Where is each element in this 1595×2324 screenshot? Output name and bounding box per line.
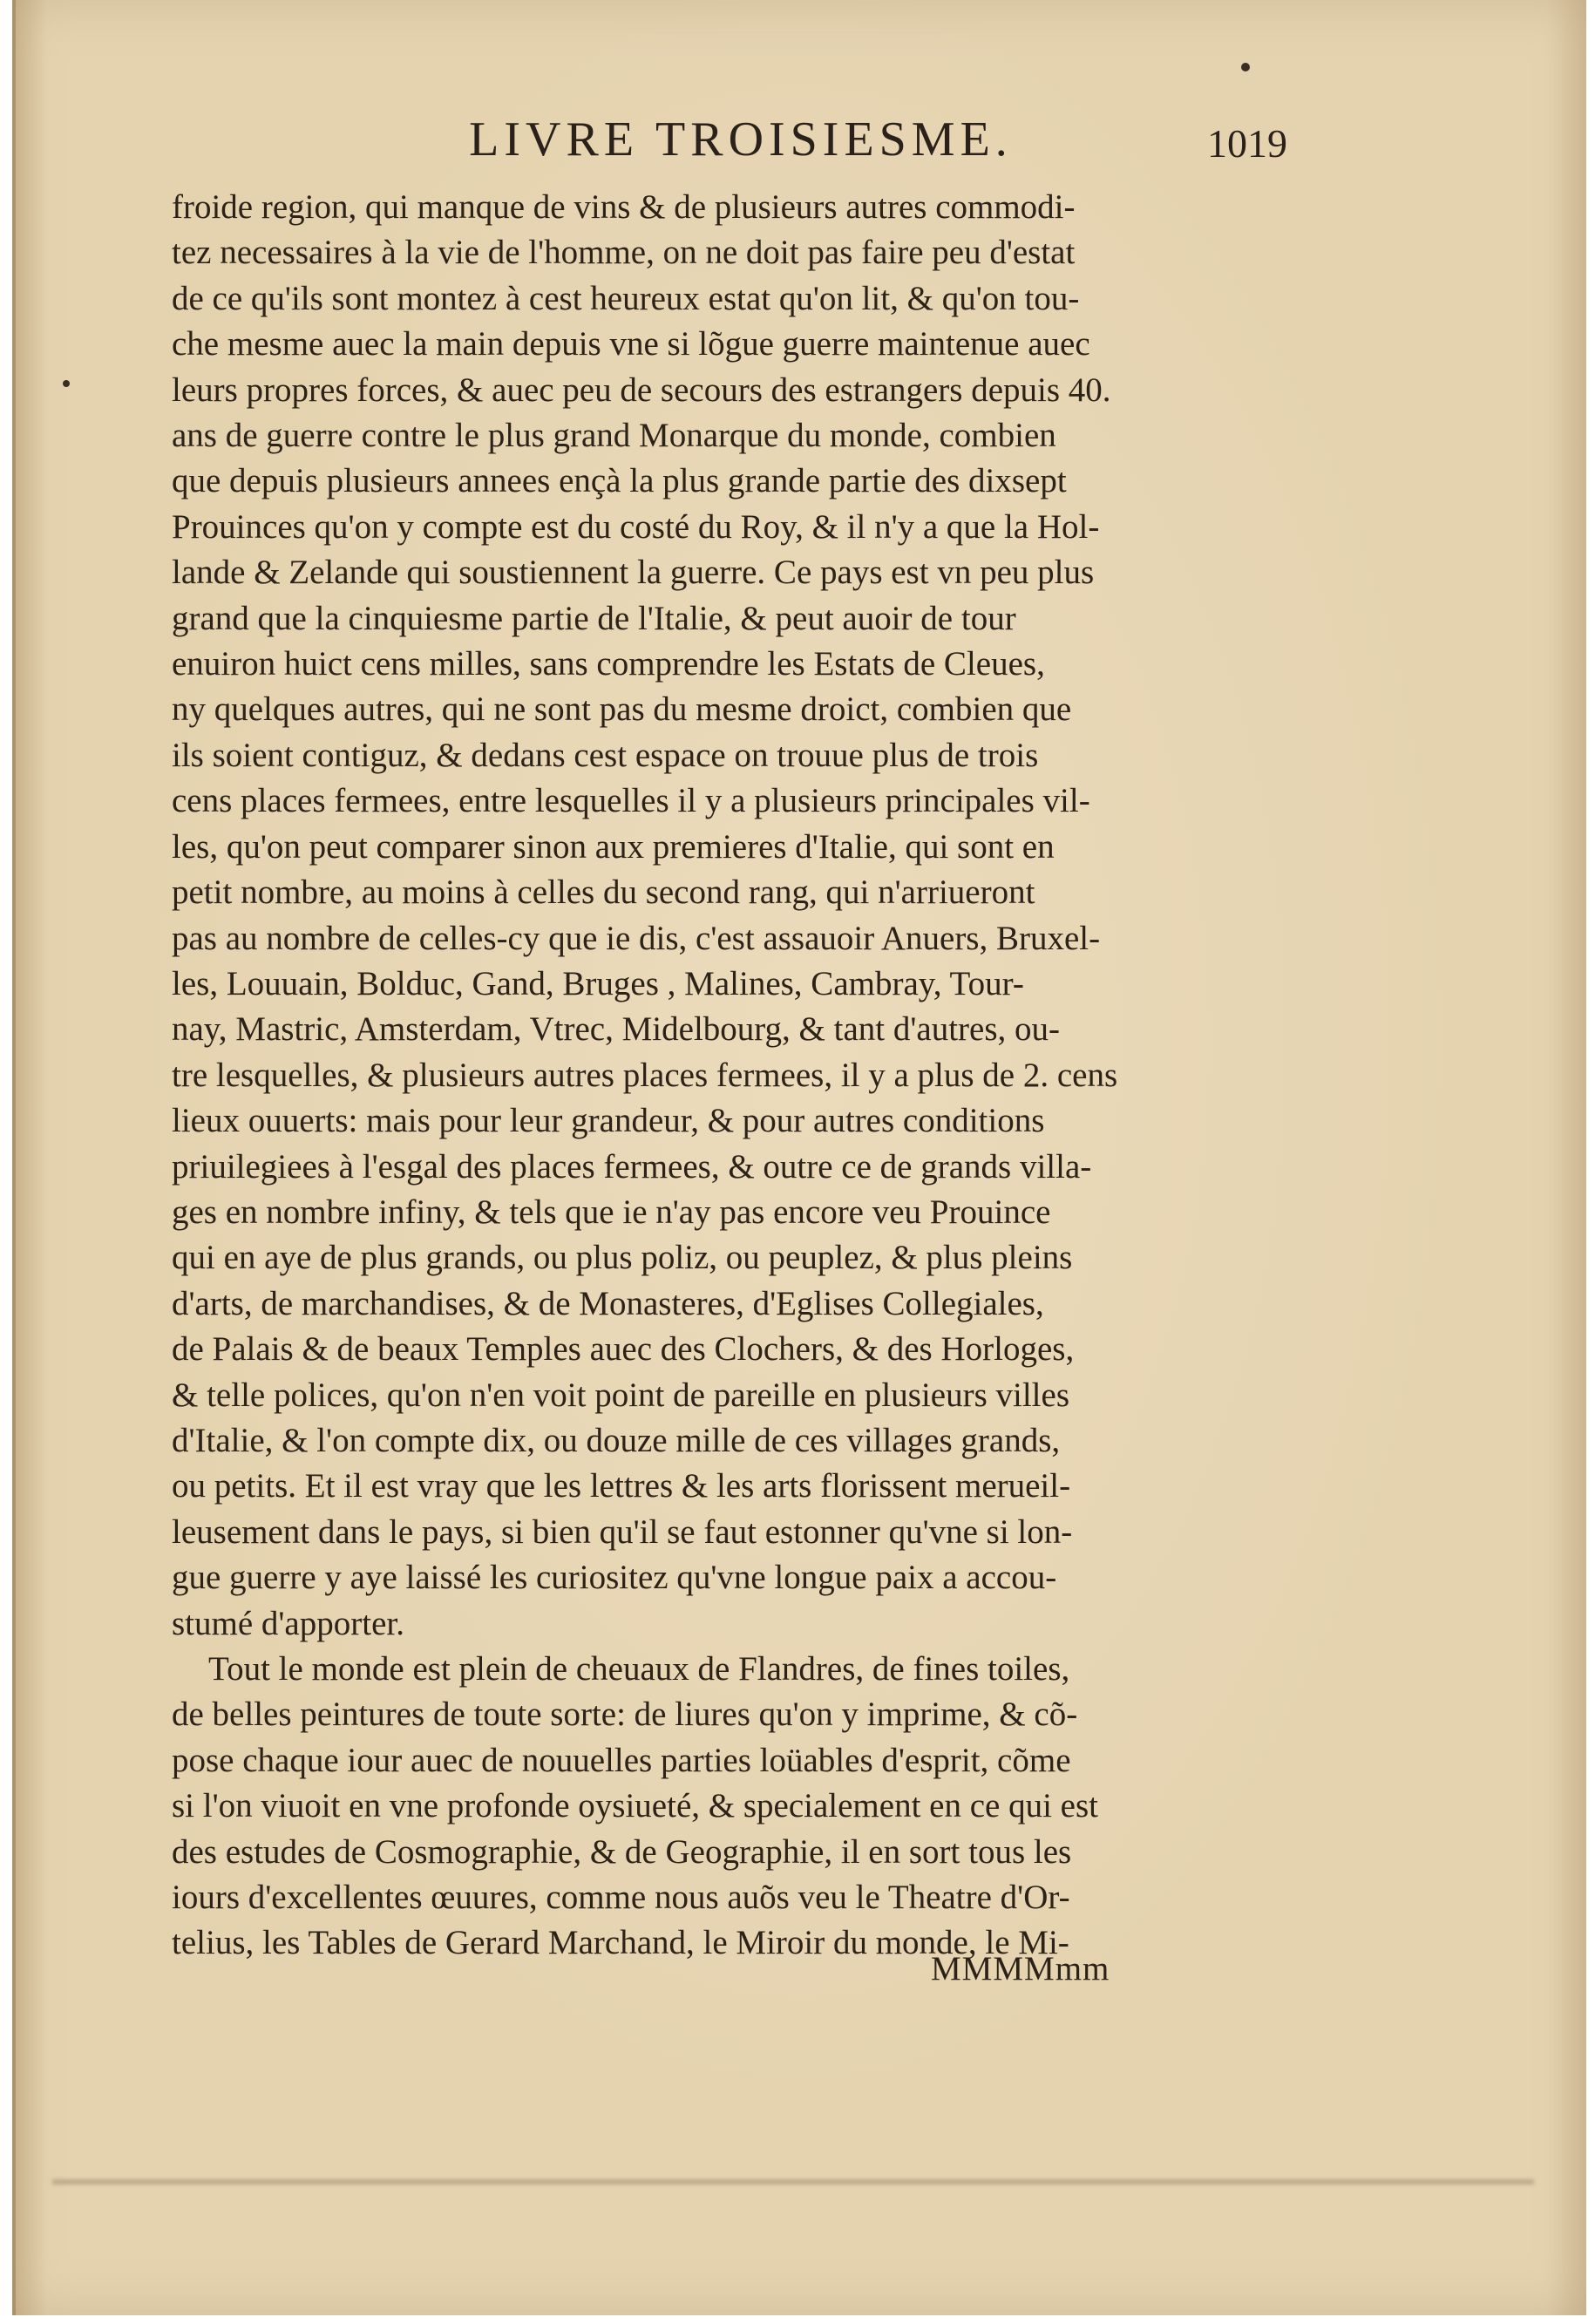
body-text bbox=[172, 185, 1313, 1967]
text-line: pas au nombre de celles-cy que ie dis, c'est assauoir Anuers, Bruxel- bbox=[172, 919, 1101, 957]
text-line: d'arts, de marchandises, & de Monasteres, d'Eglises Collegiales, bbox=[172, 1284, 1044, 1322]
text-line: che mesme auec la main depuis vne si lõgue guerre maintenue auec bbox=[172, 325, 1090, 364]
text-line: leusement dans le pays, si bien qu'il se faut estonner qu'vne si lon- bbox=[172, 1512, 1073, 1551]
text-line: petit nombre, au moins à celles du second rang, qui n'arriueront bbox=[172, 873, 1035, 912]
text-line: nay, Mastric, Amsterdam, Vtrec, Midelbourg, & tant d'autres, ou- bbox=[172, 1010, 1061, 1049]
text-line: des estudes de Cosmographie, & de Geographie, il en sort tous les bbox=[172, 1832, 1072, 1871]
text-line: grand que la cinquiesme partie de l'Italie, & peut auoir de tour bbox=[172, 599, 1016, 637]
text-line: ou petits. Et il est vray que les lettres & les arts florissent merueil- bbox=[172, 1467, 1071, 1505]
text-line: lande & Zelande qui soustiennent la guerre. Ce pays est vn peu plus bbox=[172, 554, 1095, 592]
text-line: de Palais & de beaux Temples auec des Clochers, & des Horloges, bbox=[172, 1330, 1075, 1369]
text-line: cens places fermees, entre lesquelles il y a plusieurs principales vil- bbox=[172, 782, 1090, 820]
text-line: ges en nombre infiny, & tels que ie n'ay pas encore veu Prouince bbox=[172, 1193, 1051, 1231]
paragraph-1 bbox=[172, 185, 1313, 1647]
text-line: ans de guerre contre le plus grand Monarque du monde, combien bbox=[172, 417, 1056, 455]
text-line: leurs propres forces, & auec peu de secours des estrangers depuis 40. bbox=[172, 370, 1111, 409]
catchword-signature: MMMMmm bbox=[931, 1950, 1110, 1988]
text-line: Prouinces qu'on y compte est du costé du Roy, & il n'y a que la Hol- bbox=[172, 507, 1100, 546]
text-line: que depuis plusieurs annees ençà la plus grande partie des dixsept bbox=[172, 462, 1067, 500]
text-line: gue guerre y aye laissé les curiositez qu'vne longue paix a accou- bbox=[172, 1559, 1057, 1597]
text-line: d'Italie, & l'on compte dix, ou douze mille de ces villages grands, bbox=[172, 1421, 1061, 1459]
text-line: qui en aye de plus grands, ou plus poliz, ou peuplez, & plus pleins bbox=[172, 1239, 1073, 1277]
text-line: stumé d'apporter. bbox=[172, 1604, 404, 1642]
page-number: 1019 bbox=[1207, 121, 1287, 166]
text-line: iours d'excellentes œuures, comme nous auõs veu le Theatre d'Or- bbox=[172, 1879, 1070, 1917]
text-line: ils soient contiguz, & dedans cest espace on trouue plus de trois bbox=[172, 736, 1039, 774]
text-line: les, Louuain, Bolduc, Gand, Bruges , Malines, Cambray, Tour- bbox=[172, 964, 1024, 1002]
text-line: lieux ouuerts: mais pour leur grandeur, & pour autres conditions bbox=[172, 1102, 1045, 1140]
text-line: froide region, qui manque de vins & de plusieurs autres commodi- bbox=[172, 188, 1076, 226]
running-head-title: LIVRE TROISIESME. bbox=[469, 112, 1013, 166]
text-line: tez necessaires à la vie de l'homme, on ne doit pas faire peu d'estat bbox=[172, 234, 1076, 272]
text-line: ny quelques autres, qui ne sont pas du mesme droict, combien que bbox=[172, 690, 1072, 729]
text-line: telius, les Tables de Gerard Marchand, le Miroir du monde, le Mi- bbox=[172, 1924, 1069, 1962]
text-line: tre lesquelles, & plusieurs autres places fermees, il y a plus de 2. cens bbox=[172, 1056, 1118, 1094]
ink-speck bbox=[63, 380, 70, 387]
paper-stain bbox=[52, 2179, 1534, 2185]
text-line: priuilegiees à l'esgal des places fermees, & outre ce de grands villa- bbox=[172, 1147, 1092, 1186]
text-line: de belles peintures de toute sorte: de liures qu'on y imprime, & cõ- bbox=[172, 1695, 1078, 1734]
text-line: Tout le monde est plein de cheuaux de Flandres, de fines toiles, bbox=[208, 1650, 1070, 1688]
text-line: si l'on viuoit en vne profonde oysiueté, & specialement en ce qui est bbox=[172, 1787, 1098, 1825]
text-line: pose chaque iour auec de nouuelles parties loüables d'esprit, cõme bbox=[172, 1741, 1071, 1779]
text-line: de ce qu'ils sont montez à cest heureux estat qu'on lit, & qu'on tou- bbox=[172, 279, 1080, 317]
text-line: & telle polices, qu'on n'en voit point de pareille en plusieurs villes bbox=[172, 1376, 1069, 1414]
ink-speck bbox=[1241, 63, 1250, 71]
page-gutter-edge bbox=[12, 0, 16, 2315]
text-line: les, qu'on peut comparer sinon aux premieres d'Italie, qui sont en bbox=[172, 827, 1055, 866]
paragraph-2 bbox=[172, 1647, 1313, 1967]
text-line: enuiron huict cens milles, sans comprendre les Estats de Cleues, bbox=[172, 645, 1045, 683]
